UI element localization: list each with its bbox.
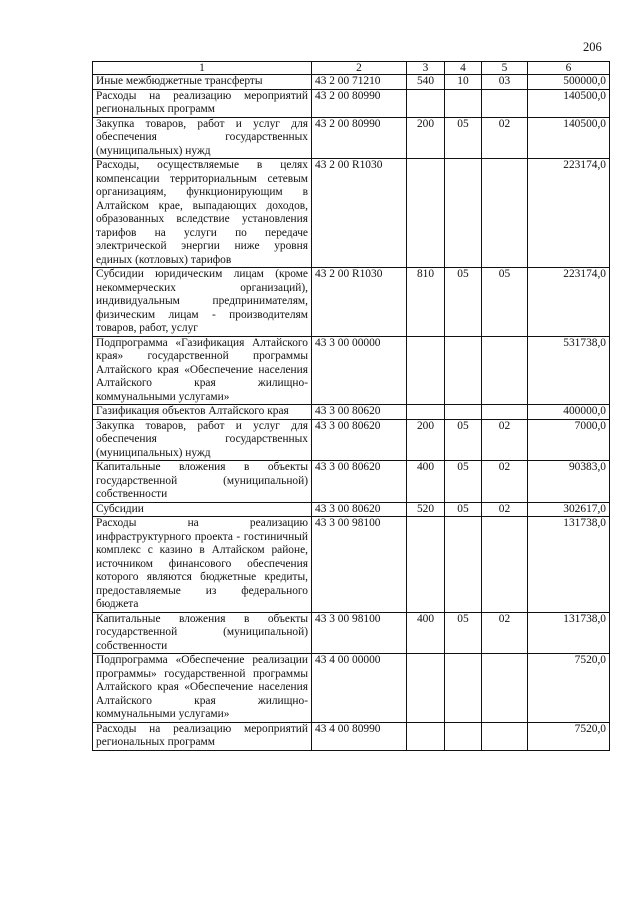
row-code-cell: 43 3 00 80620: [312, 405, 407, 420]
row-name-cell: Расходы на реализацию мероприятий региональных программ: [93, 89, 312, 117]
row-amount-cell: 531738,0: [528, 336, 610, 405]
row-col4-cell: 05: [445, 502, 482, 517]
row-col3-cell: [407, 517, 445, 613]
row-code-cell: 43 3 00 80620: [312, 461, 407, 503]
header-cell-5: 5: [482, 62, 528, 75]
header-row: [93, 62, 610, 75]
row-code-cell: 43 4 00 00000: [312, 654, 407, 723]
row-col4-cell: 05: [445, 461, 482, 503]
row-code-cell: 43 3 00 80620: [312, 419, 407, 461]
row-amount-cell: 140500,0: [528, 117, 610, 159]
header-cell-4: 4: [445, 62, 482, 75]
row-col5-cell: 02: [482, 612, 528, 654]
row-amount-cell: 302617,0: [528, 502, 610, 517]
table-row: [93, 405, 610, 420]
row-code-cell: 43 2 00 71210: [312, 75, 407, 90]
row-code-cell: 43 2 00 R1030: [312, 268, 407, 337]
header-cell-1: 1: [93, 62, 312, 75]
table-row: [93, 502, 610, 517]
row-col5-cell: 02: [482, 419, 528, 461]
row-col5-cell: [482, 89, 528, 117]
table-row: [93, 612, 610, 654]
table-row: [93, 268, 610, 337]
row-name-cell: Капитальные вложения в объекты государственной (муниципальной) собственности: [93, 612, 312, 654]
row-col5-cell: [482, 336, 528, 405]
row-name-cell: Закупка товаров, работ и услуг для обеспечения государственных (муниципальных) нужд: [93, 117, 312, 159]
row-col3-cell: 400: [407, 461, 445, 503]
row-code-cell: 43 3 00 80620: [312, 502, 407, 517]
row-col3-cell: 520: [407, 502, 445, 517]
table-row: [93, 722, 610, 750]
table-row: [93, 419, 610, 461]
row-col4-cell: [445, 336, 482, 405]
table-row: [93, 654, 610, 723]
row-col3-cell: [407, 159, 445, 268]
row-col4-cell: [445, 405, 482, 420]
header-cell-2: 2: [312, 62, 407, 75]
row-code-cell: 43 3 00 98100: [312, 517, 407, 613]
row-amount-cell: 131738,0: [528, 612, 610, 654]
row-col5-cell: 05: [482, 268, 528, 337]
table-row: [93, 336, 610, 405]
row-col3-cell: 810: [407, 268, 445, 337]
row-col4-cell: 05: [445, 117, 482, 159]
row-col5-cell: 02: [482, 117, 528, 159]
row-col4-cell: [445, 89, 482, 117]
row-col5-cell: 02: [482, 502, 528, 517]
row-col4-cell: 05: [445, 419, 482, 461]
row-col4-cell: [445, 159, 482, 268]
row-amount-cell: 7520,0: [528, 654, 610, 723]
row-col4-cell: [445, 722, 482, 750]
table-row: [93, 117, 610, 159]
row-col5-cell: [482, 722, 528, 750]
row-code-cell: 43 4 00 80990: [312, 722, 407, 750]
header-cell-3: 3: [407, 62, 445, 75]
row-code-cell: 43 3 00 98100: [312, 612, 407, 654]
row-col5-cell: [482, 159, 528, 268]
row-name-cell: Расходы, осуществляемые в целях компенсации территориальным сетевым организациям, функционирующим в Алтайском крае, выпадающих доходов, образованных вследствие установления тарифов на услуги по передаче электрической энергии ниже уровня единых (котловых) тарифов: [93, 159, 312, 268]
row-amount-cell: 7000,0: [528, 419, 610, 461]
row-col3-cell: 540: [407, 75, 445, 90]
row-col4-cell: 10: [445, 75, 482, 90]
row-col4-cell: 05: [445, 612, 482, 654]
row-name-cell: Газификация объектов Алтайского края: [93, 405, 312, 420]
row-col4-cell: [445, 517, 482, 613]
row-code-cell: 43 2 00 80990: [312, 117, 407, 159]
table-row: [93, 89, 610, 117]
row-name-cell: Подпрограмма «Газификация Алтайского края» государственной программы Алтайского края «Обеспечение населения Алтайского края жилищно-коммунальными услугами»: [93, 336, 312, 405]
page-number: 206: [583, 40, 602, 54]
row-col3-cell: 200: [407, 419, 445, 461]
table-row: [93, 159, 610, 268]
row-amount-cell: 223174,0: [528, 159, 610, 268]
row-code-cell: 43 2 00 R1030: [312, 159, 407, 268]
row-name-cell: Иные межбюджетные трансферты: [93, 75, 312, 90]
row-col3-cell: [407, 722, 445, 750]
row-code-cell: 43 3 00 00000: [312, 336, 407, 405]
row-amount-cell: 90383,0: [528, 461, 610, 503]
row-name-cell: Расходы на реализацию инфраструктурного проекта - гостиничный комплекс с казино в Алтайском районе, источником финансового обеспечения которого являются бюджетные кредиты, предоставляемые из федерального бюджета: [93, 517, 312, 613]
row-col5-cell: 03: [482, 75, 528, 90]
row-name-cell: Закупка товаров, работ и услуг для обеспечения государственных (муниципальных) нужд: [93, 419, 312, 461]
row-amount-cell: 140500,0: [528, 89, 610, 117]
row-col5-cell: [482, 405, 528, 420]
row-amount-cell: 400000,0: [528, 405, 610, 420]
row-col3-cell: 200: [407, 117, 445, 159]
row-col4-cell: 05: [445, 268, 482, 337]
table-row: [93, 75, 610, 90]
row-col3-cell: [407, 654, 445, 723]
row-col3-cell: 400: [407, 612, 445, 654]
table-row: [93, 517, 610, 613]
row-amount-cell: 131738,0: [528, 517, 610, 613]
table-row: [93, 461, 610, 503]
row-name-cell: Подпрограмма «Обеспечение реализации программы» государственной программы Алтайского края «Обеспечение населения Алтайского края жилищно-коммунальными услугами»: [93, 654, 312, 723]
row-col5-cell: [482, 517, 528, 613]
row-col5-cell: 02: [482, 461, 528, 503]
row-col3-cell: [407, 89, 445, 117]
row-amount-cell: 500000,0: [528, 75, 610, 90]
row-name-cell: Субсидии юридическим лицам (кроме некоммерческих организаций), индивидуальным предпринимателям, физическим лицам - производителям товаров, работ, услуг: [93, 268, 312, 337]
row-col5-cell: [482, 654, 528, 723]
row-amount-cell: 7520,0: [528, 722, 610, 750]
row-col3-cell: [407, 336, 445, 405]
row-name-cell: Капитальные вложения в объекты государственной (муниципальной) собственности: [93, 461, 312, 503]
header-cell-6: 6: [528, 62, 610, 75]
row-amount-cell: 223174,0: [528, 268, 610, 337]
row-col4-cell: [445, 654, 482, 723]
budget-table: [92, 61, 610, 751]
row-code-cell: 43 2 00 80990: [312, 89, 407, 117]
row-name-cell: Субсидии: [93, 502, 312, 517]
row-col3-cell: [407, 405, 445, 420]
row-name-cell: Расходы на реализацию мероприятий региональных программ: [93, 722, 312, 750]
